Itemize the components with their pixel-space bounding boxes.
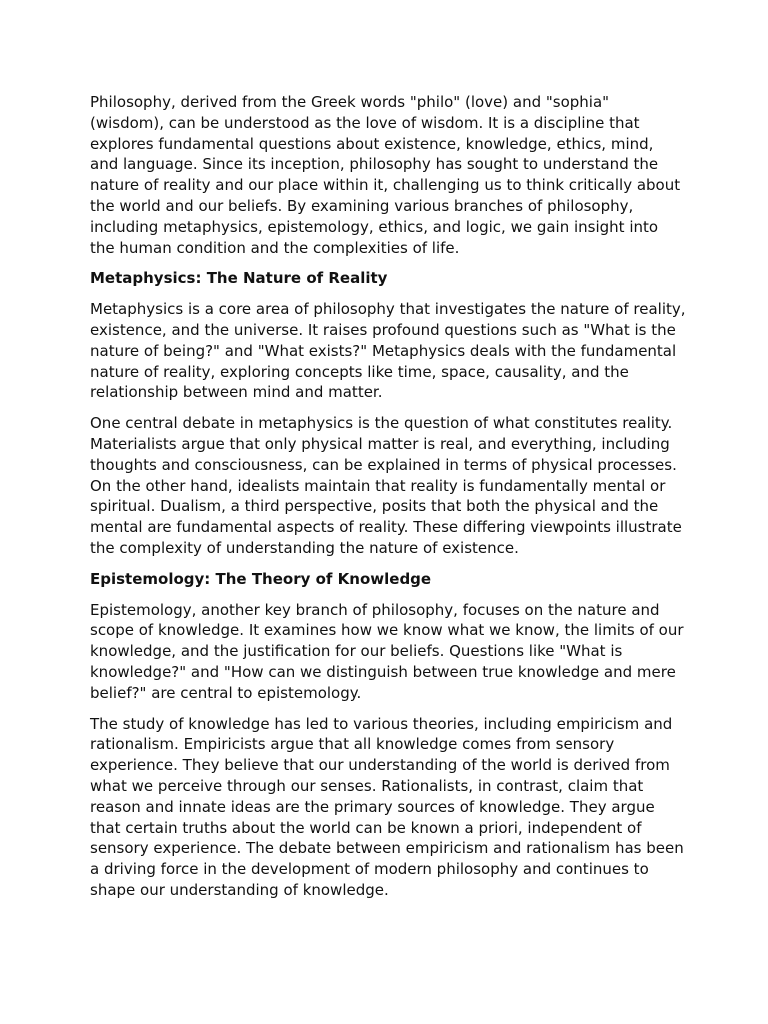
epistemology-paragraph-1: Epistemology, another key branch of philosophy, focuses on the nature and scope of knowledge. It examines how we know what we know, the limits of our knowledge, and the justification for our beliefs. Questions like "What is knowledge?" and "How can we distinguish between true knowledge and mere belief?" are central to epistemology. (90, 600, 684, 702)
section-heading-epistemology: Epistemology: The Theory of Knowledge (90, 569, 432, 588)
metaphysics-paragraph-1: Metaphysics is a core area of philosophy that investigates the nature of reality, existence, and the universe. It raises profound questions such as "What is the nature of being?" and "What exists?" Metaphysics deals with the fundamental nature of reality, exploring concepts like time, space, causality, and the relationship between mind and matter. (90, 300, 686, 402)
intro-paragraph: Philosophy, derived from the Greek words "philo" (love) and "sophia" (wisdom), can be understood as the love of wisdom. It is a discipline that explores fundamental questions about existence, knowledge, ethics, mind, and language. Since its inception, philosophy has sought to understand the nature of reality and our place within it, challenging us to think critically about the world and our beliefs. By examining various branches of philosophy, including metaphysics, epistemology, ethics, and logic, we gain insight into the human condition and the complexities of life. (90, 93, 681, 257)
epistemology-paragraph-2: The study of knowledge has led to various theories, including empiricism and rationalism. Empiricists argue that all knowledge comes from sensory experience. They believe that our understanding of the world is derived from what we perceive through our senses. Rationalists, in contrast, claim that reason and innate ideas are the primary sources of knowledge. They argue that certain truths about the world can be known a priori, independent of sensory experience. The debate between empiricism and rationalism has been a driving force in the development of modern philosophy and continues to shape our understanding of knowledge. (90, 714, 684, 899)
metaphysics-paragraph-2: One central debate in metaphysics is the question of what constitutes reality. Materialists argue that only physical matter is real, and everything, including thoughts and consciousness, can be explained in terms of physical processes. On the other hand, idealists maintain that reality is fundamentally mental or spiritual. Dualism, a third perspective, posits that both the physical and the mental are fundamental aspects of reality. These differing viewpoints illustrate the complexity of understanding the nature of existence. (90, 414, 682, 557)
document-body (90, 92, 686, 911)
section-heading-metaphysics: Metaphysics: The Nature of Reality (90, 269, 388, 288)
